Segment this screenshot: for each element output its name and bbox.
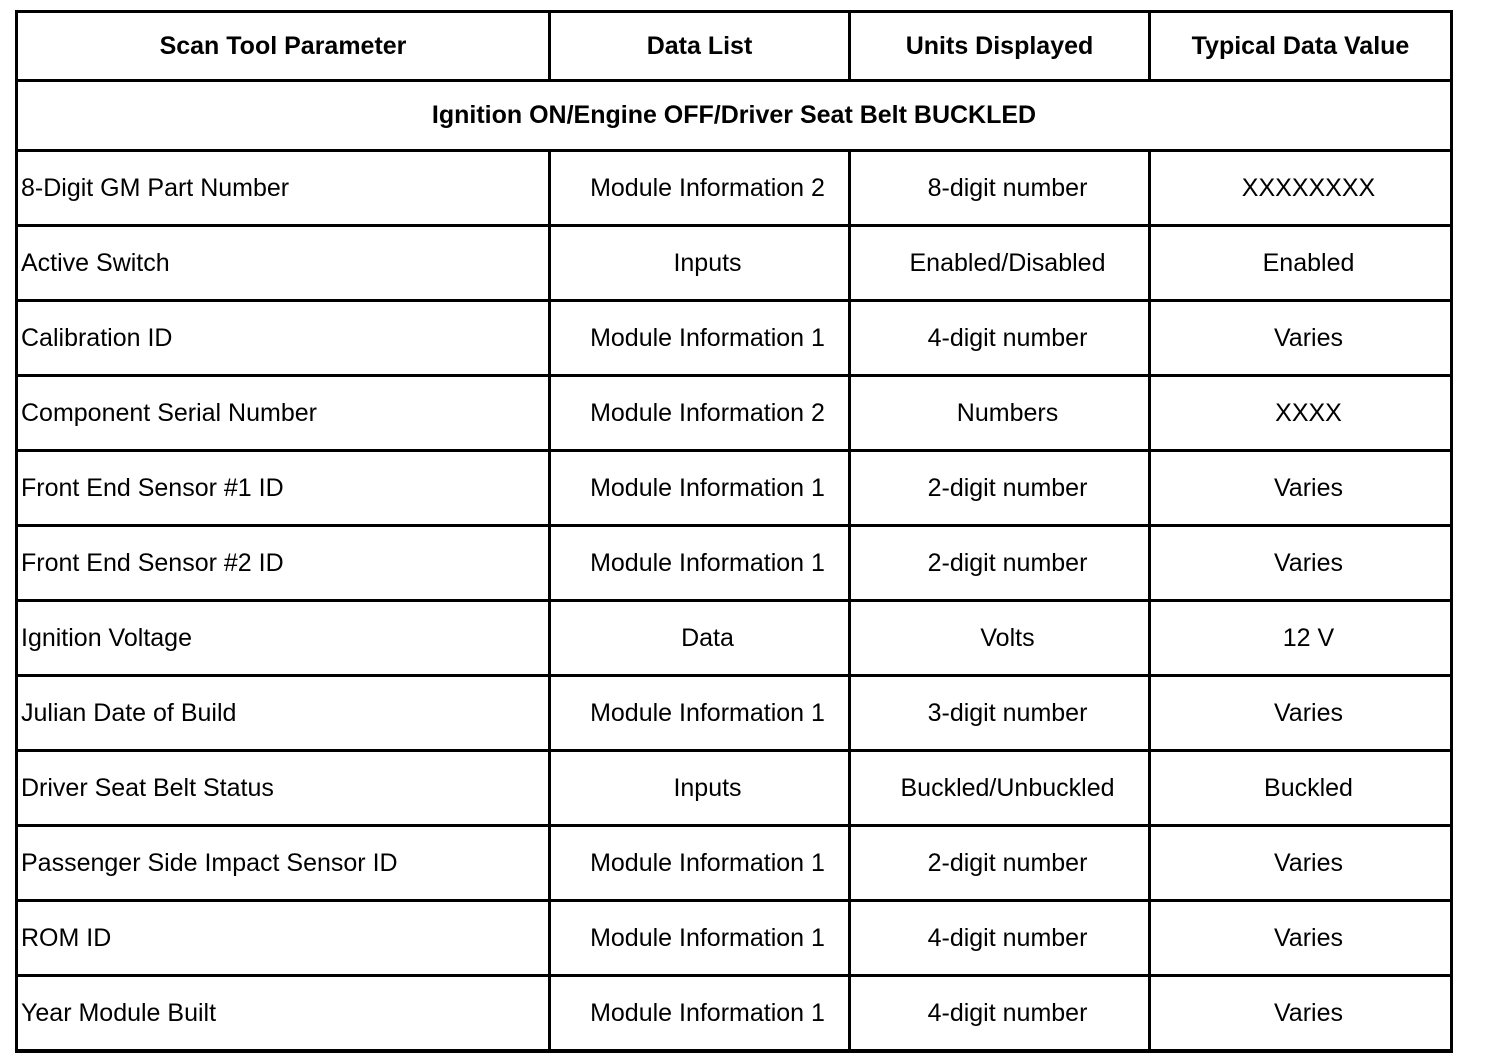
header-units-displayed: Units Displayed — [850, 12, 1150, 81]
table-row — [17, 751, 1452, 826]
table-row — [17, 976, 1452, 1052]
typical-value-cell: XXXXXXXX — [1150, 151, 1452, 226]
units-cell: 3-digit number — [850, 676, 1150, 751]
data-list-cell: Inputs — [550, 226, 850, 301]
table-row — [17, 676, 1452, 751]
units-cell: 2-digit number — [850, 451, 1150, 526]
units-cell: 4-digit number — [850, 901, 1150, 976]
section-row — [17, 81, 1452, 151]
parameter-cell: ROM ID — [17, 901, 550, 976]
units-cell: 2-digit number — [850, 826, 1150, 901]
typical-value-cell: Varies — [1150, 451, 1452, 526]
section-title: Ignition ON/Engine OFF/Driver Seat Belt BUCKLED — [17, 81, 1452, 151]
table-row — [17, 526, 1452, 601]
typical-value-cell: Buckled — [1150, 751, 1452, 826]
table-row — [17, 376, 1452, 451]
table-row — [17, 826, 1452, 901]
units-cell: Volts — [850, 601, 1150, 676]
data-list-cell: Data — [550, 601, 850, 676]
units-cell: Buckled/Unbuckled — [850, 751, 1150, 826]
data-list-cell: Module Information 1 — [550, 526, 850, 601]
data-list-cell: Module Information 1 — [550, 301, 850, 376]
units-cell: Numbers — [850, 376, 1150, 451]
units-cell: 2-digit number — [850, 526, 1150, 601]
data-list-cell: Module Information 1 — [550, 451, 850, 526]
typical-value-cell: Varies — [1150, 826, 1452, 901]
units-cell: 4-digit number — [850, 301, 1150, 376]
header-scan-tool-parameter: Scan Tool Parameter — [17, 12, 550, 81]
typical-value-cell: Varies — [1150, 901, 1452, 976]
typical-value-cell: Varies — [1150, 526, 1452, 601]
header-row — [17, 12, 1452, 81]
header-data-list: Data List — [550, 12, 850, 81]
data-list-cell: Module Information 2 — [550, 376, 850, 451]
data-list-cell: Inputs — [550, 751, 850, 826]
units-cell: 8-digit number — [850, 151, 1150, 226]
parameter-cell: Component Serial Number — [17, 376, 550, 451]
parameter-cell: Ignition Voltage — [17, 601, 550, 676]
data-list-cell: Module Information 1 — [550, 676, 850, 751]
table-row — [17, 226, 1452, 301]
typical-value-cell: Varies — [1150, 676, 1452, 751]
parameter-cell: Calibration ID — [17, 301, 550, 376]
parameter-cell: Front End Sensor #1 ID — [17, 451, 550, 526]
table-row — [17, 151, 1452, 226]
parameter-cell: Active Switch — [17, 226, 550, 301]
units-cell: 4-digit number — [850, 976, 1150, 1052]
table-row — [17, 601, 1452, 676]
parameter-cell: Passenger Side Impact Sensor ID — [17, 826, 550, 901]
typical-value-cell: Varies — [1150, 301, 1452, 376]
table-row — [17, 451, 1452, 526]
data-list-cell: Module Information 2 — [550, 151, 850, 226]
parameter-cell: Julian Date of Build — [17, 676, 550, 751]
typical-value-cell: Enabled — [1150, 226, 1452, 301]
parameter-cell: 8-Digit GM Part Number — [17, 151, 550, 226]
units-cell: Enabled/Disabled — [850, 226, 1150, 301]
parameter-cell: Driver Seat Belt Status — [17, 751, 550, 826]
header-typical-data-value: Typical Data Value — [1150, 12, 1452, 81]
typical-value-cell: 12 V — [1150, 601, 1452, 676]
typical-value-cell: Varies — [1150, 976, 1452, 1052]
table-row — [17, 901, 1452, 976]
data-list-cell: Module Information 1 — [550, 976, 850, 1052]
scan-tool-data-table — [15, 10, 1453, 1053]
data-list-cell: Module Information 1 — [550, 826, 850, 901]
table-row — [17, 301, 1452, 376]
typical-value-cell: XXXX — [1150, 376, 1452, 451]
parameter-cell: Front End Sensor #2 ID — [17, 526, 550, 601]
parameter-cell: Year Module Built — [17, 976, 550, 1052]
data-list-cell: Module Information 1 — [550, 901, 850, 976]
